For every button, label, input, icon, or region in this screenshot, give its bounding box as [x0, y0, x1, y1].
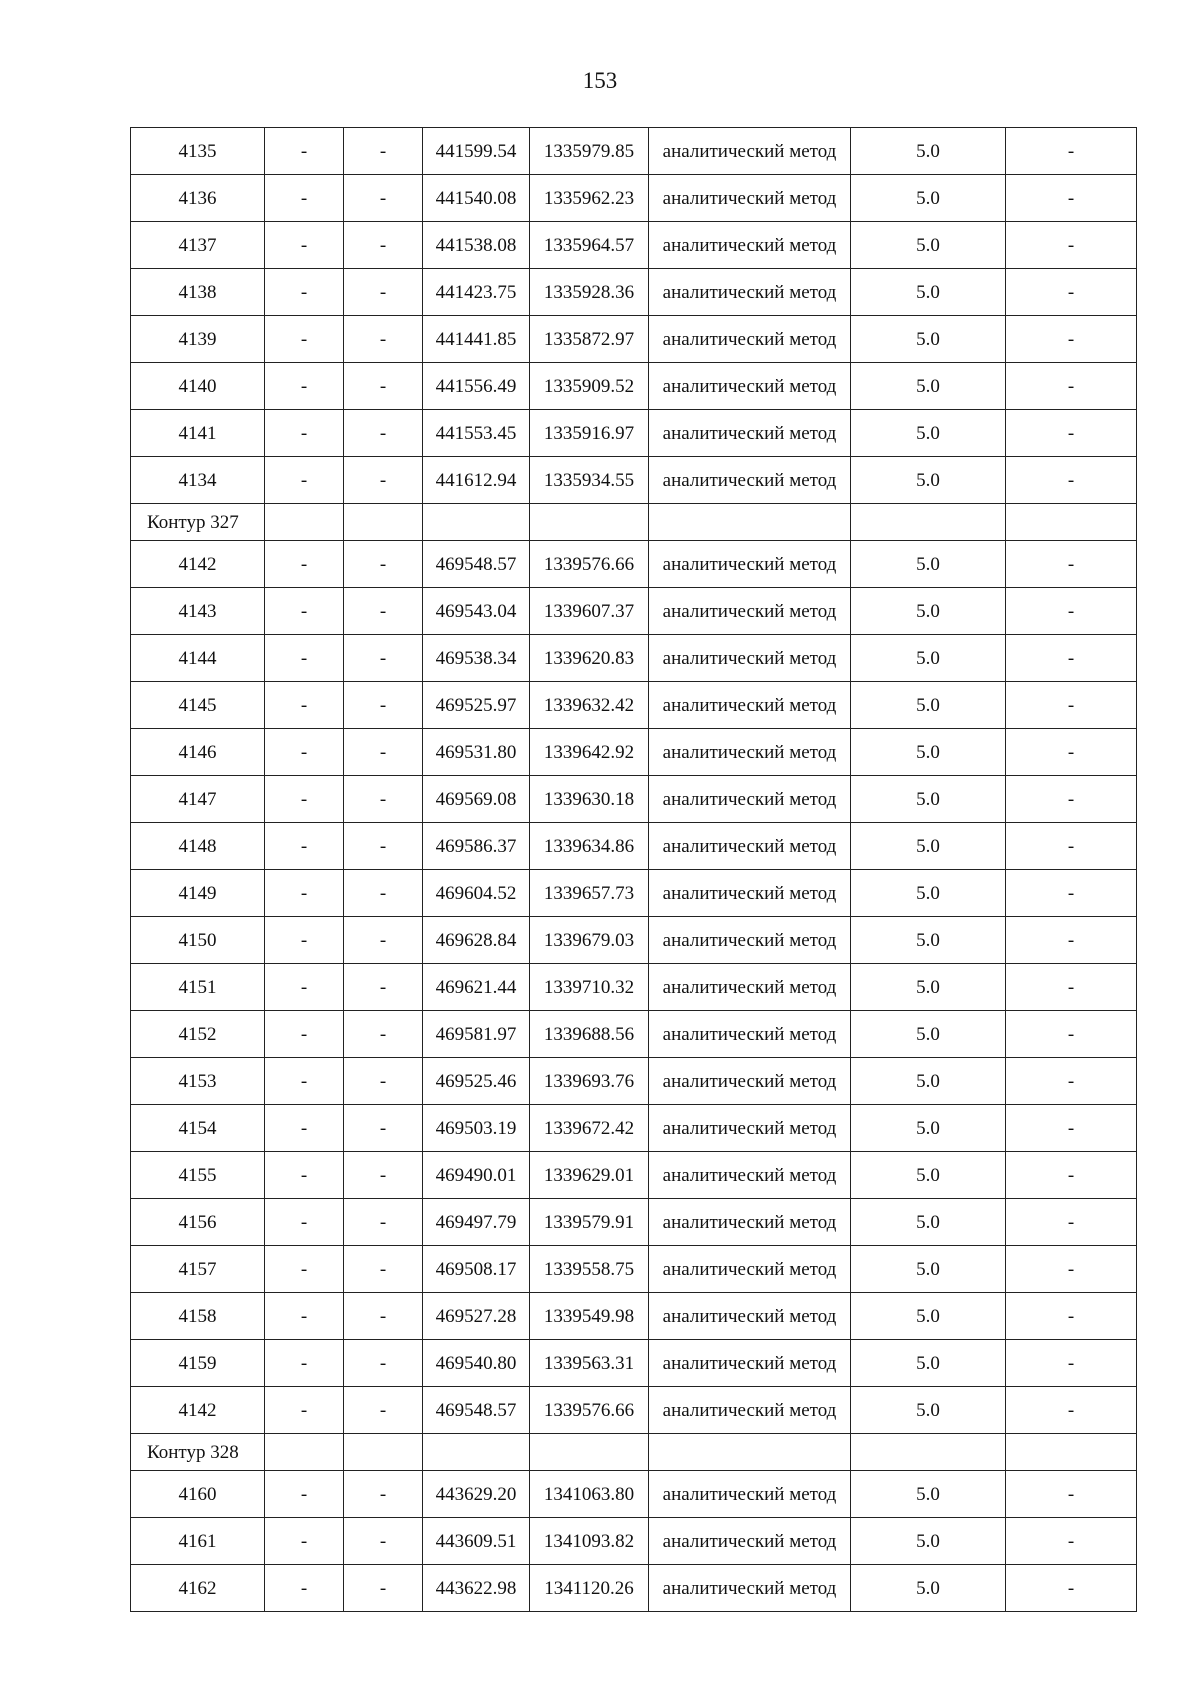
point-id-cell: 4156 — [131, 1199, 265, 1246]
table-row — [131, 823, 1137, 870]
dash-cell: - — [265, 1387, 344, 1434]
note-cell: - — [1006, 1471, 1137, 1518]
y-coordinate-cell: 1335916.97 — [530, 410, 649, 457]
table-row — [131, 1246, 1137, 1293]
method-cell: аналитический метод — [649, 457, 851, 504]
accuracy-cell: 5.0 — [851, 682, 1006, 729]
point-id-cell: 4149 — [131, 870, 265, 917]
accuracy-cell: 5.0 — [851, 870, 1006, 917]
note-cell: - — [1006, 917, 1137, 964]
point-id-cell: 4153 — [131, 1058, 265, 1105]
table-row — [131, 1565, 1137, 1612]
dash-cell: - — [265, 588, 344, 635]
point-id-cell: 4147 — [131, 776, 265, 823]
x-coordinate-cell: 441612.94 — [423, 457, 530, 504]
method-cell: аналитический метод — [649, 1152, 851, 1199]
accuracy-cell: 5.0 — [851, 1105, 1006, 1152]
x-coordinate-cell: 469527.28 — [423, 1293, 530, 1340]
accuracy-cell: 5.0 — [851, 175, 1006, 222]
dash-cell: - — [265, 1152, 344, 1199]
point-id-cell: 4162 — [131, 1565, 265, 1612]
y-coordinate-cell: 1339672.42 — [530, 1105, 649, 1152]
y-coordinate-cell: 1341063.80 — [530, 1471, 649, 1518]
point-id-cell: 4150 — [131, 917, 265, 964]
method-cell: аналитический метод — [649, 1387, 851, 1434]
x-coordinate-cell: 469628.84 — [423, 917, 530, 964]
note-cell: - — [1006, 1246, 1137, 1293]
x-coordinate-cell: 469490.01 — [423, 1152, 530, 1199]
method-cell: аналитический метод — [649, 870, 851, 917]
y-coordinate-cell: 1339607.37 — [530, 588, 649, 635]
empty-cell — [649, 504, 851, 541]
method-cell: аналитический метод — [649, 588, 851, 635]
y-coordinate-cell: 1339576.66 — [530, 541, 649, 588]
note-cell: - — [1006, 776, 1137, 823]
y-coordinate-cell: 1335909.52 — [530, 363, 649, 410]
table-row — [131, 410, 1137, 457]
point-id-cell: 4142 — [131, 1387, 265, 1434]
accuracy-cell: 5.0 — [851, 457, 1006, 504]
dash-cell: - — [344, 457, 423, 504]
note-cell: - — [1006, 316, 1137, 363]
point-id-cell: 4158 — [131, 1293, 265, 1340]
accuracy-cell: 5.0 — [851, 269, 1006, 316]
dash-cell: - — [265, 917, 344, 964]
x-coordinate-cell: 469508.17 — [423, 1246, 530, 1293]
note-cell: - — [1006, 1565, 1137, 1612]
table-row — [131, 1387, 1137, 1434]
note-cell: - — [1006, 964, 1137, 1011]
y-coordinate-cell: 1335962.23 — [530, 175, 649, 222]
dash-cell: - — [265, 128, 344, 175]
dash-cell: - — [344, 222, 423, 269]
dash-cell: - — [265, 457, 344, 504]
table-row — [131, 870, 1137, 917]
dash-cell: - — [265, 823, 344, 870]
accuracy-cell: 5.0 — [851, 776, 1006, 823]
dash-cell: - — [344, 1246, 423, 1293]
x-coordinate-cell: 441441.85 — [423, 316, 530, 363]
contour-header-row — [131, 1434, 1137, 1471]
dash-cell: - — [344, 729, 423, 776]
point-id-cell: 4145 — [131, 682, 265, 729]
dash-cell: - — [265, 1340, 344, 1387]
y-coordinate-cell: 1339634.86 — [530, 823, 649, 870]
method-cell: аналитический метод — [649, 682, 851, 729]
dash-cell: - — [344, 316, 423, 363]
accuracy-cell: 5.0 — [851, 1340, 1006, 1387]
coordinates-table — [130, 127, 1137, 1612]
y-coordinate-cell: 1339679.03 — [530, 917, 649, 964]
dash-cell: - — [344, 964, 423, 1011]
method-cell: аналитический метод — [649, 1011, 851, 1058]
note-cell: - — [1006, 175, 1137, 222]
empty-cell — [1006, 504, 1137, 541]
accuracy-cell: 5.0 — [851, 1565, 1006, 1612]
table-row — [131, 917, 1137, 964]
dash-cell: - — [344, 1518, 423, 1565]
method-cell: аналитический метод — [649, 729, 851, 776]
table-row — [131, 635, 1137, 682]
y-coordinate-cell: 1339563.31 — [530, 1340, 649, 1387]
method-cell: аналитический метод — [649, 635, 851, 682]
dash-cell: - — [344, 823, 423, 870]
dash-cell: - — [344, 682, 423, 729]
dash-cell: - — [344, 269, 423, 316]
dash-cell: - — [344, 1058, 423, 1105]
accuracy-cell: 5.0 — [851, 128, 1006, 175]
y-coordinate-cell: 1335964.57 — [530, 222, 649, 269]
dash-cell: - — [344, 1340, 423, 1387]
dash-cell: - — [344, 1565, 423, 1612]
note-cell: - — [1006, 823, 1137, 870]
dash-cell: - — [344, 128, 423, 175]
y-coordinate-cell: 1339630.18 — [530, 776, 649, 823]
y-coordinate-cell: 1339693.76 — [530, 1058, 649, 1105]
dash-cell: - — [344, 1011, 423, 1058]
y-coordinate-cell: 1339549.98 — [530, 1293, 649, 1340]
dash-cell: - — [265, 269, 344, 316]
table-row — [131, 682, 1137, 729]
point-id-cell: 4142 — [131, 541, 265, 588]
note-cell: - — [1006, 1518, 1137, 1565]
y-coordinate-cell: 1339688.56 — [530, 1011, 649, 1058]
accuracy-cell: 5.0 — [851, 1471, 1006, 1518]
x-coordinate-cell: 443629.20 — [423, 1471, 530, 1518]
x-coordinate-cell: 469531.80 — [423, 729, 530, 776]
dash-cell: - — [265, 1058, 344, 1105]
point-id-cell: 4152 — [131, 1011, 265, 1058]
point-id-cell: 4138 — [131, 269, 265, 316]
contour-header-row — [131, 504, 1137, 541]
method-cell: аналитический метод — [649, 363, 851, 410]
y-coordinate-cell: 1341120.26 — [530, 1565, 649, 1612]
note-cell: - — [1006, 1340, 1137, 1387]
method-cell: аналитический метод — [649, 222, 851, 269]
empty-cell — [344, 504, 423, 541]
x-coordinate-cell: 441540.08 — [423, 175, 530, 222]
point-id-cell: 4157 — [131, 1246, 265, 1293]
point-id-cell: 4137 — [131, 222, 265, 269]
method-cell: аналитический метод — [649, 776, 851, 823]
table-row — [131, 1105, 1137, 1152]
x-coordinate-cell: 443622.98 — [423, 1565, 530, 1612]
method-cell: аналитический метод — [649, 917, 851, 964]
accuracy-cell: 5.0 — [851, 316, 1006, 363]
point-id-cell: 4143 — [131, 588, 265, 635]
note-cell: - — [1006, 128, 1137, 175]
accuracy-cell: 5.0 — [851, 541, 1006, 588]
accuracy-cell: 5.0 — [851, 823, 1006, 870]
dash-cell: - — [265, 222, 344, 269]
x-coordinate-cell: 469586.37 — [423, 823, 530, 870]
note-cell: - — [1006, 1293, 1137, 1340]
dash-cell: - — [265, 363, 344, 410]
note-cell: - — [1006, 1387, 1137, 1434]
empty-cell — [851, 504, 1006, 541]
note-cell: - — [1006, 457, 1137, 504]
point-id-cell: 4151 — [131, 964, 265, 1011]
y-coordinate-cell: 1335872.97 — [530, 316, 649, 363]
table-row — [131, 1340, 1137, 1387]
table-body — [131, 128, 1137, 1612]
accuracy-cell: 5.0 — [851, 588, 1006, 635]
y-coordinate-cell: 1339579.91 — [530, 1199, 649, 1246]
x-coordinate-cell: 469548.57 — [423, 541, 530, 588]
table-row — [131, 541, 1137, 588]
empty-cell — [649, 1434, 851, 1471]
dash-cell: - — [344, 776, 423, 823]
note-cell: - — [1006, 222, 1137, 269]
accuracy-cell: 5.0 — [851, 1293, 1006, 1340]
x-coordinate-cell: 441538.08 — [423, 222, 530, 269]
table-row — [131, 729, 1137, 776]
table-row — [131, 964, 1137, 1011]
dash-cell: - — [344, 1152, 423, 1199]
note-cell: - — [1006, 541, 1137, 588]
method-cell: аналитический метод — [649, 1565, 851, 1612]
dash-cell: - — [344, 870, 423, 917]
y-coordinate-cell: 1341093.82 — [530, 1518, 649, 1565]
note-cell: - — [1006, 1011, 1137, 1058]
x-coordinate-cell: 469569.08 — [423, 776, 530, 823]
dash-cell: - — [265, 541, 344, 588]
table-row — [131, 128, 1137, 175]
note-cell: - — [1006, 1199, 1137, 1246]
note-cell: - — [1006, 1105, 1137, 1152]
point-id-cell: 4154 — [131, 1105, 265, 1152]
y-coordinate-cell: 1335979.85 — [530, 128, 649, 175]
accuracy-cell: 5.0 — [851, 363, 1006, 410]
dash-cell: - — [265, 1293, 344, 1340]
dash-cell: - — [344, 1387, 423, 1434]
method-cell: аналитический метод — [649, 1340, 851, 1387]
x-coordinate-cell: 469543.04 — [423, 588, 530, 635]
dash-cell: - — [344, 917, 423, 964]
note-cell: - — [1006, 1058, 1137, 1105]
contour-label: Контур 327 — [131, 504, 265, 541]
x-coordinate-cell: 469540.80 — [423, 1340, 530, 1387]
accuracy-cell: 5.0 — [851, 410, 1006, 457]
contour-label: Контур 328 — [131, 1434, 265, 1471]
x-coordinate-cell: 441556.49 — [423, 363, 530, 410]
point-id-cell: 4160 — [131, 1471, 265, 1518]
empty-cell — [530, 1434, 649, 1471]
method-cell: аналитический метод — [649, 1105, 851, 1152]
method-cell: аналитический метод — [649, 410, 851, 457]
accuracy-cell: 5.0 — [851, 1387, 1006, 1434]
dash-cell: - — [265, 1199, 344, 1246]
x-coordinate-cell: 469581.97 — [423, 1011, 530, 1058]
dash-cell: - — [344, 588, 423, 635]
method-cell: аналитический метод — [649, 541, 851, 588]
empty-cell — [265, 504, 344, 541]
dash-cell: - — [265, 1246, 344, 1293]
empty-cell — [423, 504, 530, 541]
note-cell: - — [1006, 870, 1137, 917]
dash-cell: - — [265, 682, 344, 729]
x-coordinate-cell: 469503.19 — [423, 1105, 530, 1152]
empty-cell — [1006, 1434, 1137, 1471]
y-coordinate-cell: 1339620.83 — [530, 635, 649, 682]
table-row — [131, 776, 1137, 823]
point-id-cell: 4135 — [131, 128, 265, 175]
dash-cell: - — [344, 1105, 423, 1152]
x-coordinate-cell: 469538.34 — [423, 635, 530, 682]
accuracy-cell: 5.0 — [851, 1199, 1006, 1246]
x-coordinate-cell: 441423.75 — [423, 269, 530, 316]
dash-cell: - — [265, 1011, 344, 1058]
empty-cell — [344, 1434, 423, 1471]
method-cell: аналитический метод — [649, 1246, 851, 1293]
point-id-cell: 4144 — [131, 635, 265, 682]
y-coordinate-cell: 1339632.42 — [530, 682, 649, 729]
table-row — [131, 316, 1137, 363]
point-id-cell: 4146 — [131, 729, 265, 776]
accuracy-cell: 5.0 — [851, 222, 1006, 269]
dash-cell: - — [265, 1565, 344, 1612]
y-coordinate-cell: 1339710.32 — [530, 964, 649, 1011]
y-coordinate-cell: 1339629.01 — [530, 1152, 649, 1199]
accuracy-cell: 5.0 — [851, 1152, 1006, 1199]
dash-cell: - — [265, 776, 344, 823]
dash-cell: - — [344, 1293, 423, 1340]
note-cell: - — [1006, 729, 1137, 776]
table-row — [131, 222, 1137, 269]
y-coordinate-cell: 1339642.92 — [530, 729, 649, 776]
accuracy-cell: 5.0 — [851, 1246, 1006, 1293]
dash-cell: - — [265, 1105, 344, 1152]
dash-cell: - — [265, 729, 344, 776]
dash-cell: - — [344, 541, 423, 588]
dash-cell: - — [265, 870, 344, 917]
accuracy-cell: 5.0 — [851, 917, 1006, 964]
x-coordinate-cell: 469525.46 — [423, 1058, 530, 1105]
dash-cell: - — [265, 964, 344, 1011]
note-cell: - — [1006, 269, 1137, 316]
dash-cell: - — [344, 635, 423, 682]
dash-cell: - — [344, 410, 423, 457]
table-row — [131, 1058, 1137, 1105]
dash-cell: - — [344, 363, 423, 410]
accuracy-cell: 5.0 — [851, 1518, 1006, 1565]
point-id-cell: 4139 — [131, 316, 265, 363]
table-row — [131, 1471, 1137, 1518]
method-cell: аналитический метод — [649, 269, 851, 316]
note-cell: - — [1006, 1152, 1137, 1199]
method-cell: аналитический метод — [649, 316, 851, 363]
method-cell: аналитический метод — [649, 1293, 851, 1340]
table-row — [131, 363, 1137, 410]
dash-cell: - — [265, 1518, 344, 1565]
empty-cell — [265, 1434, 344, 1471]
dash-cell: - — [344, 175, 423, 222]
note-cell: - — [1006, 410, 1137, 457]
x-coordinate-cell: 469548.57 — [423, 1387, 530, 1434]
y-coordinate-cell: 1339558.75 — [530, 1246, 649, 1293]
point-id-cell: 4136 — [131, 175, 265, 222]
accuracy-cell: 5.0 — [851, 729, 1006, 776]
method-cell: аналитический метод — [649, 175, 851, 222]
x-coordinate-cell: 441599.54 — [423, 128, 530, 175]
point-id-cell: 4155 — [131, 1152, 265, 1199]
accuracy-cell: 5.0 — [851, 1058, 1006, 1105]
dash-cell: - — [265, 635, 344, 682]
point-id-cell: 4161 — [131, 1518, 265, 1565]
dash-cell: - — [344, 1471, 423, 1518]
table-row — [131, 1152, 1137, 1199]
point-id-cell: 4148 — [131, 823, 265, 870]
y-coordinate-cell: 1339576.66 — [530, 1387, 649, 1434]
dash-cell: - — [265, 316, 344, 363]
table-row — [131, 457, 1137, 504]
dash-cell: - — [265, 1471, 344, 1518]
x-coordinate-cell: 469497.79 — [423, 1199, 530, 1246]
table-row — [131, 1011, 1137, 1058]
x-coordinate-cell: 469525.97 — [423, 682, 530, 729]
table-row — [131, 269, 1137, 316]
method-cell: аналитический метод — [649, 964, 851, 1011]
method-cell: аналитический метод — [649, 1518, 851, 1565]
accuracy-cell: 5.0 — [851, 1011, 1006, 1058]
point-id-cell: 4140 — [131, 363, 265, 410]
accuracy-cell: 5.0 — [851, 964, 1006, 1011]
x-coordinate-cell: 469604.52 — [423, 870, 530, 917]
empty-cell — [423, 1434, 530, 1471]
table-row — [131, 175, 1137, 222]
point-id-cell: 4141 — [131, 410, 265, 457]
method-cell: аналитический метод — [649, 1471, 851, 1518]
method-cell: аналитический метод — [649, 1199, 851, 1246]
x-coordinate-cell: 443609.51 — [423, 1518, 530, 1565]
empty-cell — [530, 504, 649, 541]
note-cell: - — [1006, 635, 1137, 682]
note-cell: - — [1006, 682, 1137, 729]
page-number: 153 — [582, 68, 618, 93]
dash-cell: - — [265, 175, 344, 222]
accuracy-cell: 5.0 — [851, 635, 1006, 682]
table-row — [131, 1518, 1137, 1565]
table-row — [131, 1293, 1137, 1340]
x-coordinate-cell: 469621.44 — [423, 964, 530, 1011]
note-cell: - — [1006, 363, 1137, 410]
point-id-cell: 4159 — [131, 1340, 265, 1387]
y-coordinate-cell: 1335928.36 — [530, 269, 649, 316]
table-row — [131, 1199, 1137, 1246]
y-coordinate-cell: 1335934.55 — [530, 457, 649, 504]
method-cell: аналитический метод — [649, 128, 851, 175]
dash-cell: - — [265, 410, 344, 457]
empty-cell — [851, 1434, 1006, 1471]
method-cell: аналитический метод — [649, 823, 851, 870]
point-id-cell: 4134 — [131, 457, 265, 504]
table-row — [131, 588, 1137, 635]
method-cell: аналитический метод — [649, 1058, 851, 1105]
x-coordinate-cell: 441553.45 — [423, 410, 530, 457]
dash-cell: - — [344, 1199, 423, 1246]
y-coordinate-cell: 1339657.73 — [530, 870, 649, 917]
note-cell: - — [1006, 588, 1137, 635]
